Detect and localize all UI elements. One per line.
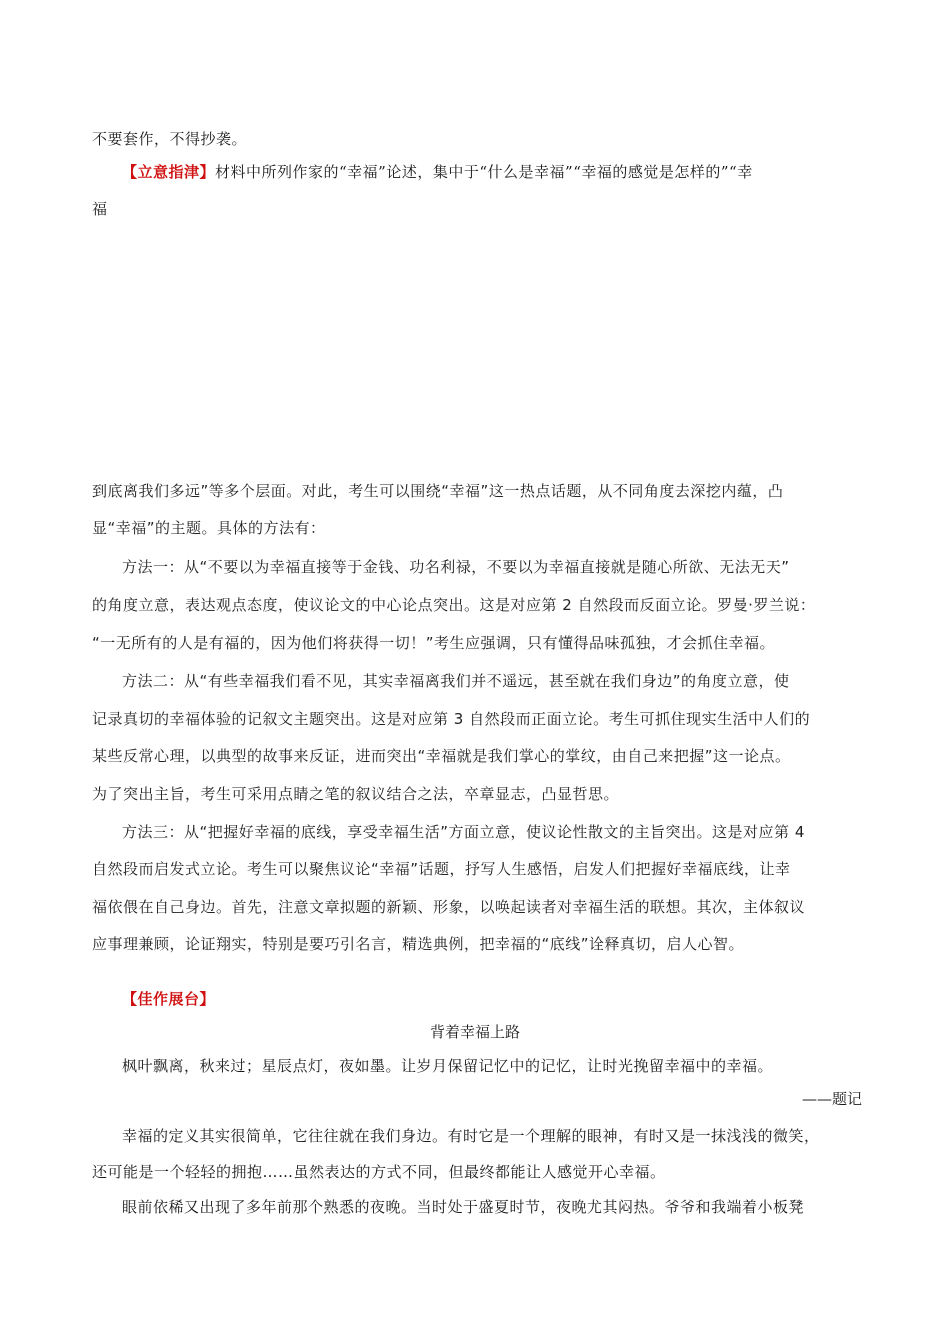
guide-label: 【立意指津】 (122, 163, 216, 181)
method-one-line: “一无所有的人是有福的，因为他们将获得一切！”考生应强调，只有懂得品味孤独，才会抓住幸福。 (92, 634, 776, 652)
essay-paragraph-line: 眼前依稀又出现了多年前那个熟悉的夜晚。当时处于盛夏时节，夜晚尤其闷热。爷爷和我端着小板凳 (122, 1198, 805, 1216)
essay-paragraph-line: 幸福的定义其实很简单，它往往就在我们身边。有时它是一个理解的眼神，有时又是一抹浅浅的微笑， (122, 1127, 820, 1145)
intro-line: 不要套作，不得抄袭。 (92, 130, 248, 148)
essay-paragraph-line: 还可能是一个轻轻的拥抱……虽然表达的方式不同，但最终都能让人感觉开心幸福。 (92, 1163, 666, 1181)
method-three-line: 自然段而启发式立论。考生可以聚焦议论“幸福”话题，抒写人生感悟，启发人们把握好幸福底线，让幸 (92, 860, 791, 878)
method-two-line: 为了突出主旨，考生可采用点睛之笔的叙议结合之法，卒章显志，凸显哲思。 (92, 785, 620, 803)
guide-paragraph (122, 162, 862, 182)
analysis-line: 显“幸福”的主题。具体的方法有： (92, 519, 326, 537)
essay-label: 【佳作展台】 (122, 990, 216, 1008)
method-three-line: 福依偎在自己身边。首先，注意文章拟题的新颖、形象，以唤起读者对幸福生活的联想。其次，主体叙议 (92, 898, 806, 916)
analysis-line: 到底离我们多远”等多个层面。对此，考生可以围绕“幸福”这一热点话题，从不同角度去深挖内蕴，凸 (92, 482, 784, 500)
method-two-line: 方法二：从“有些幸福我们看不见，其实幸福离我们并不遥远，甚至就在我们身边”的角度立意，使 (122, 672, 790, 690)
essay-epigraph-sign: ——题记 (801, 1090, 862, 1108)
essay-epigraph: 枫叶飘离，秋来过；星辰点灯，夜如墨。让岁月保留记忆中的记忆，让时光挽留幸福中的幸福。 (122, 1057, 774, 1075)
essay-title: 背着幸福上路 (429, 1023, 520, 1041)
essay-section-label (122, 989, 862, 1009)
method-one-line: 的角度立意，表达观点态度，使议论文的中心论点突出。这是对应第 2 自然段而反面立论。罗曼·罗兰说： (92, 596, 816, 614)
method-two-line: 某些反常心理，以典型的故事来反证，进而突出“幸福就是我们掌心的掌纹，由自己来把握”这一论点。 (92, 747, 791, 765)
method-three-line: 方法三：从“把握好幸福的底线，享受幸福生活”方面立意，使议论性散文的主旨突出。这是对应第 4 (122, 823, 805, 841)
method-one-line: 方法一：从“不要以为幸福直接等于金钱、功名利禄，不要以为幸福直接就是随心所欲、无法无天” (122, 558, 790, 576)
method-three-line: 应事理兼顾，论证翔实，特别是要巧引名言，精选典例，把幸福的“底线”诠释真切，启人心智。 (92, 935, 745, 953)
guide-text: 材料中所列作家的“幸福”论述，集中于“什么是幸福”“幸福的感觉是怎样的”“幸 (215, 163, 753, 181)
guide-text-cont: 福 (92, 200, 108, 218)
method-two-line: 记录真切的幸福体验的记叙文主题突出。这是对应第 3 自然段而正面立论。考生可抓住现实生活中人们的 (92, 710, 811, 728)
